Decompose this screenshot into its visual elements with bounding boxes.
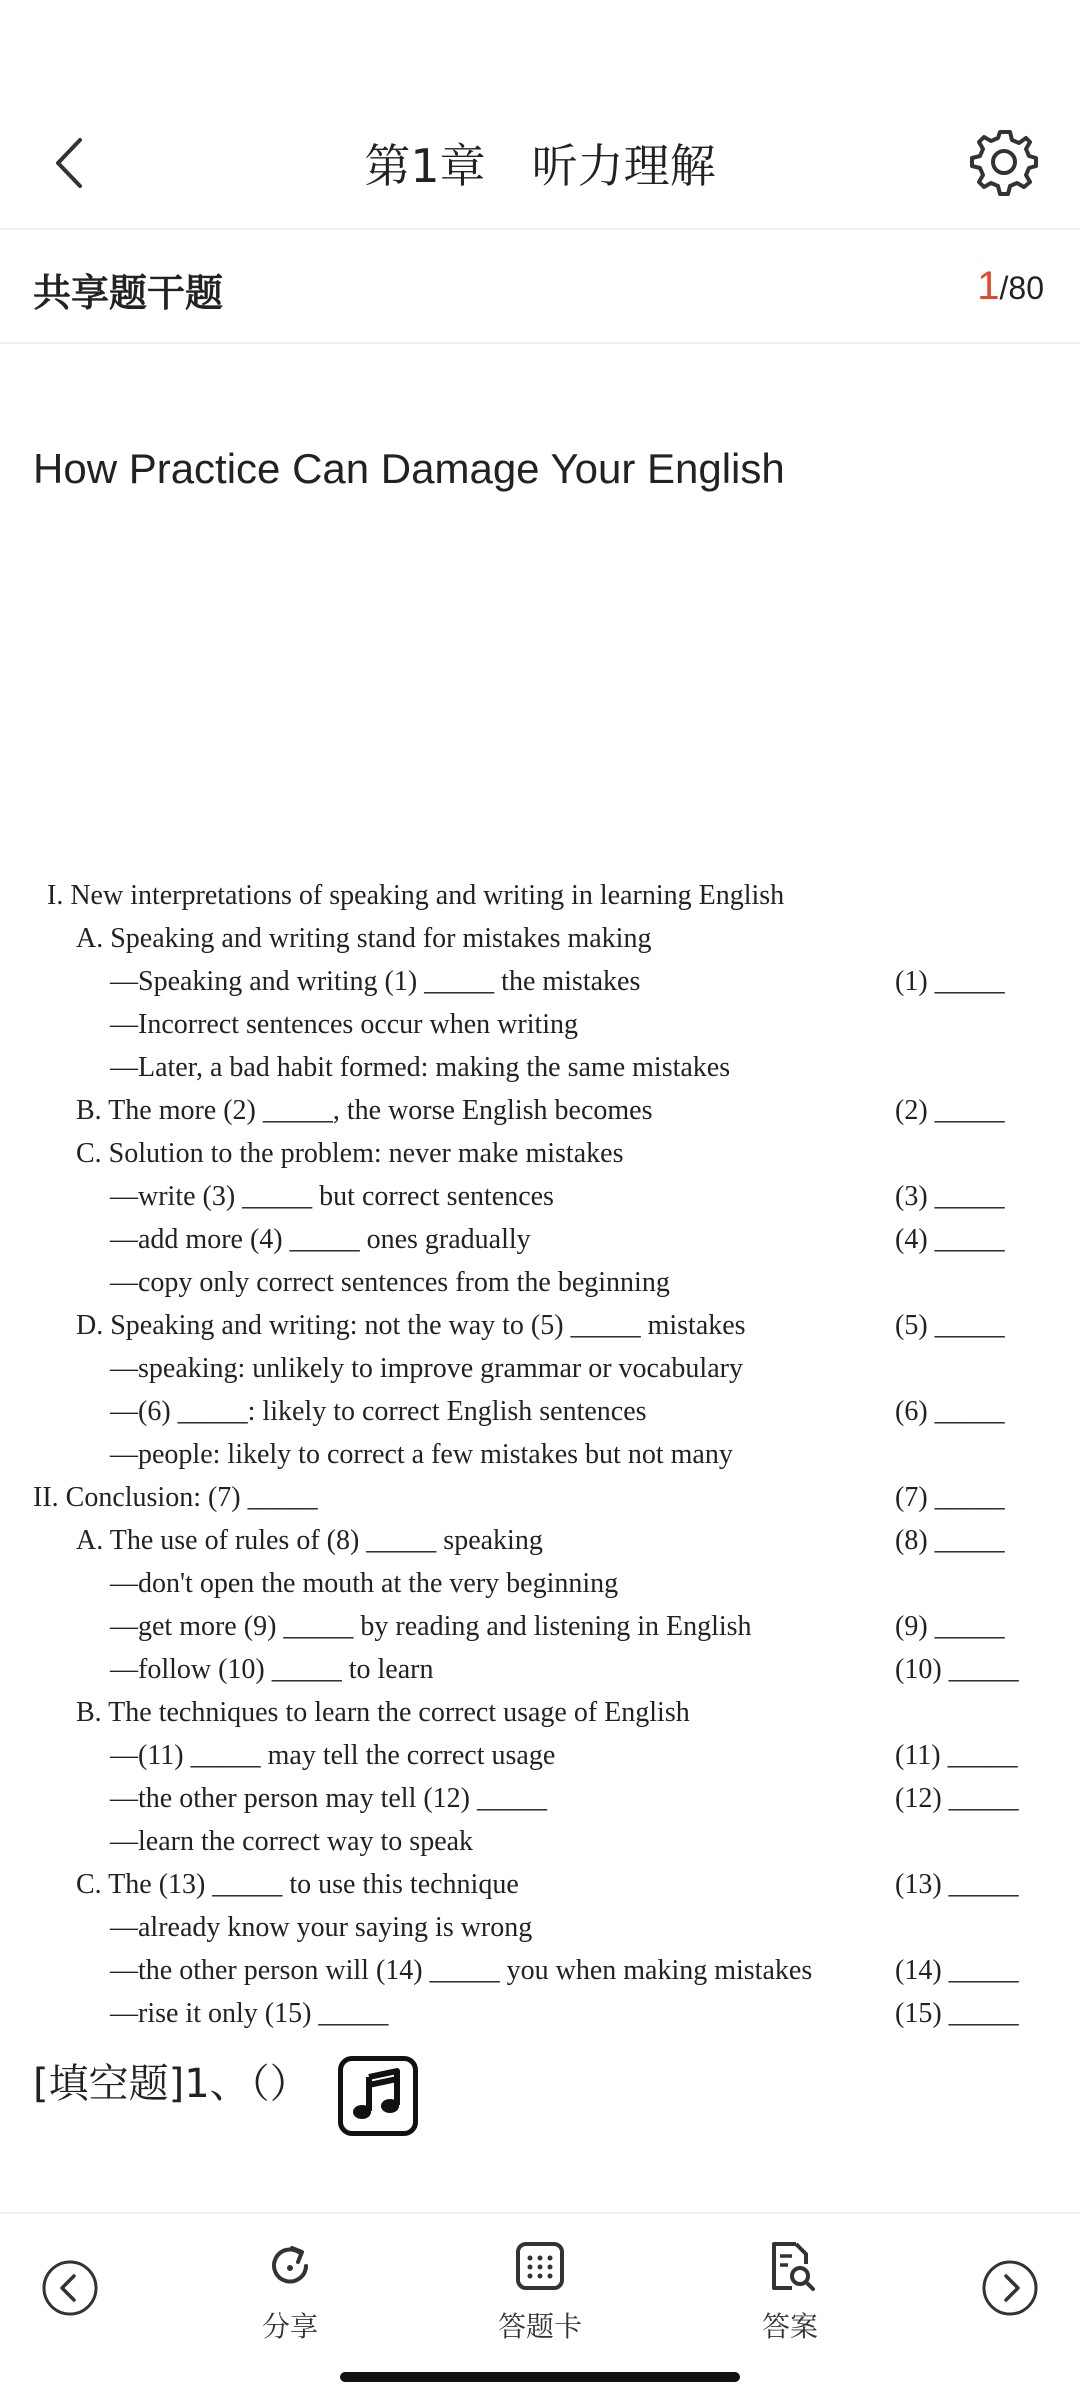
page-indicator [977,264,1044,309]
outline-line: —Speaking and writing (1) _____ the mistakes [110,966,641,997]
answer-blank: (9) _____ [895,1611,1005,1642]
outline-line: —speaking: unlikely to improve grammar or vocabulary [110,1353,743,1384]
answer-button[interactable] [750,2238,830,2345]
outline-line: —don't open the mouth at the very beginning [110,1568,619,1599]
subheader [0,230,1080,342]
outline-line: —learn the correct way to speak [110,1826,474,1857]
share-button[interactable] [250,2238,330,2345]
question-type-label: 共享题干题 [33,271,224,315]
answer-blank: (5) _____ [895,1310,1005,1341]
home-indicator[interactable] [340,2372,740,2382]
outline-line: I. New interpretations of speaking and writing in learning English [47,880,785,911]
subheader-divider [0,342,1080,344]
settings-button[interactable] [966,124,1042,200]
outline-line: —follow (10) _____ to learn [110,1654,434,1685]
outline-line: —people: likely to correct a few mistakes but not many [110,1439,733,1470]
answer-blank: (4) _____ [895,1224,1005,1255]
outline-line: —add more (4) _____ ones gradually [110,1224,531,1255]
next-question-button[interactable] [980,2258,1040,2318]
outline-line: B. The techniques to learn the correct usage of English [76,1697,690,1728]
circle-chevron-right-icon [980,2258,1040,2318]
outline-line: —copy only correct sentences from the beginning [110,1267,670,1298]
answer-blank: (10) _____ [895,1654,1019,1685]
outline-line: A. The use of rules of (8) _____ speaking [76,1525,543,1556]
outline-line: —rise it only (15) _____ [110,1998,389,2029]
outline-line: —Incorrect sentences occur when writing [110,1009,579,1040]
outline-line: C. Solution to the problem: never make mistakes [76,1138,624,1169]
circle-chevron-left-icon [40,2258,100,2318]
passage-title: How Practice Can Damage Your English [33,445,785,492]
outline-line: —write (3) _____ but correct sentences [110,1181,554,1212]
audio-play-button[interactable] [338,2056,418,2136]
outline-line: —(11) _____ may tell the correct usage [110,1740,556,1771]
outline-line: —already know your saying is wrong [110,1912,533,1943]
outline-line: —the other person will (14) _____ you when making mistakes [110,1955,813,1986]
answer-blank: (6) _____ [895,1396,1005,1427]
answer-blank: (1) _____ [895,966,1005,997]
outline-line: —(6) _____: likely to correct English sentences [110,1396,647,1427]
answer-blank: (7) _____ [895,1482,1005,1513]
current-page: 1 [977,264,1000,308]
outline-line: II. Conclusion: (7) _____ [33,1482,318,1513]
music-note-icon [343,2061,413,2131]
answer-blank: (8) _____ [895,1525,1005,1556]
outline-line: B. The more (2) _____, the worse English becomes [76,1095,653,1126]
question-text: [填空题]1、（） [33,2061,310,2107]
refresh-share-icon [262,2238,318,2294]
outline-line: A. Speaking and writing stand for mistakes making [76,923,652,954]
answer-blank: (15) _____ [895,1998,1019,2029]
page-title: 第1章 听力理解 [364,139,716,193]
outline-line: —Later, a bad habit formed: making the same mistakes [110,1052,731,1083]
answer-blank: (12) _____ [895,1783,1019,1814]
outline-line: C. The (13) _____ to use this technique [76,1869,519,1900]
outline-image [0,880,1080,2045]
answer-card-button[interactable] [490,2238,590,2345]
answer-label: 答案 [761,2310,818,2343]
document-search-icon [762,2238,818,2294]
gear-icon [966,124,1042,200]
total-pages: /80 [999,270,1044,306]
share-label: 分享 [261,2310,318,2343]
outline-line: D. Speaking and writing: not the way to (5) _____ mistakes [76,1310,746,1341]
answer-blank: (14) _____ [895,1955,1019,1986]
top-bar [0,100,1080,228]
prev-question-button[interactable] [40,2258,100,2318]
grid-card-icon [512,2238,568,2294]
answer-blank: (11) _____ [895,1740,1018,1771]
answer-blank: (2) _____ [895,1095,1005,1126]
outline-line: —the other person may tell (12) _____ [110,1783,548,1814]
answer-blank: (3) _____ [895,1181,1005,1212]
answer-blank: (13) _____ [895,1869,1019,1900]
answer-card-label: 答题卡 [497,2310,582,2343]
outline-line: —get more (9) _____ by reading and listening in English [110,1611,752,1642]
